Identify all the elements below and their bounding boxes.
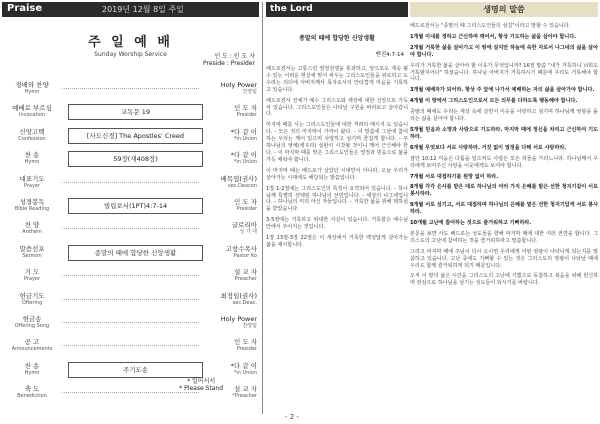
sermon-title: 종말의 때에 합당한 신앙생활 <box>299 35 375 42</box>
order-item-name: 성경봉독 Bible Reading <box>4 199 60 213</box>
order-item-detail: 주기도송 <box>68 362 203 378</box>
word-paragraph <box>410 174 598 181</box>
order-dotted-leader <box>62 299 199 300</box>
page-number: - 2 - <box>285 413 299 421</box>
word-paragraph <box>410 273 598 287</box>
word-paragraph <box>410 98 598 105</box>
order-item-name: 찬 양 Anthem <box>4 222 60 236</box>
sermon-paragraph: 1장 1-2절에는 그리스도인의 특징이 요약되어 있습니다. - 하나님께 특별히 선택된 하나님의 선민입니다. - 세상의 나그네입니다. - 하나님의 미리 아신 자들입니다. - 거룩한 삶을 위해 택하심을 받았습니다. <box>266 185 408 213</box>
word-paragraph <box>410 127 598 141</box>
order-item-leader: Holy Power 찬양팀 <box>201 316 257 330</box>
word-paragraph <box>410 109 598 123</box>
order-item-name-en: Sermon <box>22 252 42 259</box>
order-row <box>2 174 259 197</box>
order-item-leader: 인 도 자 Presider <box>201 339 257 353</box>
worship-title: 주 일 예 배 <box>88 35 173 50</box>
order-item-name: 대표기도 Prayer <box>4 176 60 190</box>
word-paragraph <box>410 145 598 152</box>
word-paragraph <box>410 231 598 245</box>
word-paragraph <box>410 249 598 270</box>
word-of-life-column <box>410 2 598 414</box>
order-row <box>2 150 259 173</box>
word-paragraph-text: 베드로전서는 "종말의 때 그리스도인들의 섬김"이라고 말할 수 있습니다. <box>410 23 571 29</box>
order-item-name-en: Prayer <box>23 182 41 189</box>
order-item-leader: *다 같 이 *in Union <box>201 363 257 377</box>
order-row <box>2 127 259 150</box>
order-item-name-en: Hymn <box>24 159 40 166</box>
order-item-name: 헌금기도 Offering <box>4 293 60 307</box>
column-divider <box>262 2 263 414</box>
sermon-paragraph: 베드로전서는 고통스런 열정전쟁을 통과하고, 앞으로도 계속 될 수 있는 어려운 현실에 맞서 싸우는 그리스도인들을 위로하고 도우려는 리더에 아버지께서 목자로서의 안타깝게 마음을 기록하고 있습니다. <box>266 66 408 93</box>
order-row <box>2 314 259 337</box>
order-item-leader-en: 찬양팀 <box>242 322 257 329</box>
order-row <box>2 80 259 103</box>
order-dotted-leader <box>62 392 199 393</box>
order-row <box>2 337 259 360</box>
stand-note <box>179 378 223 392</box>
order-item-name-en: Hymn <box>24 369 40 376</box>
order-item-leader: 인 도 자 Presider <box>201 105 257 119</box>
order-item-detail: 교독문 19 <box>68 104 203 120</box>
praise-header <box>2 2 259 17</box>
order-item-leader: Holy Power 찬양팀 <box>201 82 257 96</box>
sermon-paragraph: 이 마지막 때는 베드로가 살았던 시대만이 아니라, 오늘 우리가 살아가는 시대에도 해당되는 말씀입니다. <box>266 167 408 181</box>
stand-note-en: * Please Stand <box>179 385 223 392</box>
word-paragraph-text: 종말의 때에도 우리는 세상 속에 살면서 이웃을 사랑하고 섬기며 하나님께 영광을 돌리는 삶을 살아야 합니다. <box>410 109 598 123</box>
order-item-leader: 글로리아 성 가 대 <box>201 222 257 236</box>
order-item-leader-en: Pastor Ko <box>233 252 257 259</box>
order-item-name-en: Hymn <box>24 89 40 95</box>
order-dotted-leader <box>62 322 199 323</box>
order-item-name-en: Offering Song <box>14 322 50 329</box>
order-item-leader: 고창수목사 Pastor Ko <box>201 246 257 260</box>
order-row <box>2 267 259 290</box>
order-item-leader-en: sec.Deac. <box>232 299 257 306</box>
order-item-name: 찬 송 Hymn <box>4 152 60 166</box>
word-paragraph-heading: 6개월 무엇보다 서로 사랑하라. 거짓 없이 열정을 다해 서로 사랑하라. <box>410 144 567 151</box>
order-dotted-leader <box>62 345 199 346</box>
worship-date: 2019년 12월 8일 주일 <box>102 5 184 14</box>
order-item-detail: 59장(새408장) <box>68 151 203 167</box>
word-paragraph <box>410 156 598 170</box>
order-item-leader-en: Presider <box>236 205 257 212</box>
order-item-name-en: Benediction <box>17 393 47 400</box>
order-item-leader: *다 같 이 *in Union <box>201 152 257 166</box>
order-row <box>2 291 259 314</box>
word-paragraph-heading: 10개월 고난에 참여하는 것으로 즐거워하고 기뻐하라. <box>410 220 532 227</box>
order-item-leader-en: Presider <box>236 112 257 119</box>
word-paragraph-text: 우리가 거룩한 삶을 살아야 할 이유가 무엇입니까? 16절 말씀 "내가 거룩하니 너희도 거룩할지어다" 하셨습니다. 하나님 아버지가 거룩하시기 때문에 우리도 거룩해야 합니다. <box>410 62 598 83</box>
word-paragraph <box>410 23 598 30</box>
order-item-detail: [사도신경] The Apostles' Creed <box>68 128 203 144</box>
worship-order-column <box>2 2 259 414</box>
order-item-leader: 설 교 자 Preacher <box>201 269 257 283</box>
order-dotted-leader <box>62 275 199 276</box>
word-paragraph-heading: 5개월 믿음과 소망과 사랑으로 기도하라. 마지막 때에 정신을 차리고 근신하여 기도하라. <box>410 126 598 140</box>
word-paragraph <box>410 45 598 59</box>
word-paragraph-text: 본문을 보면 사도 베드로는 성도들을 향해 마지막 때에 대한 여러 권면을 합니다. 그리스도의 고난에 참여하는 것을 즐거워하라고 말씀합니다. <box>410 230 598 244</box>
word-paragraph-text: 잠언 10:12 미움은 다툼을 일으켜도 사랑은 모든 허물을 가리느니라. 하나님께서 우리에게 보여주신 사랑을 이웃에게도 보여야 합니다. <box>410 155 598 169</box>
order-item-name: 축 도 Benediction <box>4 386 60 400</box>
order-item-leader: 배목엽(권사) sec.Deacon <box>201 176 257 190</box>
word-paragraph-heading: 2개월 거룩한 삶을 살아가고 이 땅에 살지만 하늘에 속한 자로서 나그네의 삶을 살아야 합니다. <box>410 44 598 58</box>
scripture-reference: 벧전4:7-14 <box>375 52 404 58</box>
order-item-name: 공 고 Announcements <box>4 339 60 353</box>
presider-ko: 인 도 : 인 도 자 <box>214 53 255 60</box>
word-paragraph-heading: 7개월 서로 대접하기를 원망 없이 하라. <box>410 173 499 180</box>
order-item-name: 신앙고백 Confession <box>4 129 60 143</box>
order-item-detail: 빌립보서(1PT)4:7-14 <box>68 198 203 214</box>
order-item-leader-en: *Preacher <box>232 393 257 400</box>
word-paragraph <box>410 184 598 198</box>
order-item-leader: *다 같 이 *in Union <box>201 129 257 143</box>
word-of-life-header: 생명의 말씀 <box>410 2 598 17</box>
lord-header: the Lord <box>266 2 408 17</box>
word-paragraph-text: 오직 이 땅의 삶은 시간을 그리스도의 고난에 기쁨으로 동참하고 복음을 위해 헌신하며 전심으로 하나님을 섬기는 성도들이 되시기를 바랍니다. <box>410 273 598 287</box>
order-row <box>2 197 259 220</box>
order-item-leader-en: Preacher <box>234 276 257 283</box>
order-item-leader-en: Presider <box>236 346 257 353</box>
word-paragraph <box>410 220 598 227</box>
order-of-worship-list <box>2 80 259 407</box>
order-item-name-en: Announcements <box>11 346 53 353</box>
order-item-name: 찬 송 Hymn <box>4 363 60 377</box>
worship-subtitle: Sunday Worship Service <box>94 51 167 58</box>
word-paragraph-heading: 1개월 이내를 정하고 근신하며 깨어서, 항상 기도하는 삶을 살아야 합니다. <box>410 33 577 40</box>
order-row <box>2 220 259 243</box>
order-item-name: 기 도 Prayer <box>4 269 60 283</box>
order-item-name: 예배로 부르심 Invocation <box>4 105 60 119</box>
order-item-leader: 설 교 자 *Preacher <box>201 386 257 400</box>
order-item-leader: 인 도 자 Presider <box>201 199 257 213</box>
order-item-leader-en: *in Union <box>233 135 257 142</box>
order-item-leader-en: 성 가 대 <box>239 229 257 236</box>
word-paragraph-heading: 3개월 예배자가 되어라. 항상 주 앞에 나가서 예배하는 자의 삶을 살아가야 합니다. <box>410 87 595 94</box>
sermon-paragraph: 1장 13절-3장 22절은 이 세상에서 거룩한 백성답게 살아가는 삶을 제시합니다. <box>266 235 408 248</box>
order-item-name-en: Prayer <box>23 276 41 283</box>
order-item-name-en: Confession <box>18 135 46 142</box>
word-paragraph-heading: 4개월 이 땅에서 그리스도인으로서 모든 의무를 다하도록 행동해야 합니다. <box>410 98 578 105</box>
order-item-name: 헌금송 Offering Song <box>4 316 60 330</box>
word-paragraph <box>410 202 598 216</box>
order-item-name-en: Invocation <box>18 112 46 119</box>
sermon-paragraph: 베드로전서 전체가 예수 그리스도와 세상에 대한 신앙으로 가득 차 있습니다. 그리스도인들은 나타날 구원을 바라보고 살아갑니다. <box>266 97 408 118</box>
order-item-leader-en: *in Union <box>233 159 257 166</box>
word-paragraph <box>410 87 598 94</box>
order-item-detail: 종말의 때에 합당한 신앙생활 <box>68 245 203 261</box>
presider-en: Preside : Presider <box>203 60 255 67</box>
order-item-name-en: Anthem <box>22 229 42 236</box>
order-item-leader-en: sec.Deacon <box>228 182 257 189</box>
order-dotted-leader <box>62 182 199 183</box>
sermon-column <box>266 2 408 414</box>
sermon-paragraph: 마지막 때를 사는 그리스도인들에 대한 격려의 메시지 도 있습니다. - 모든 것의 마지막이 가까이 왔다. - 이 말씀에 그날에 참여하는 우리는 깨어 있으며 사랑하고 섬기며 즐겁게 합니다. - 주 하나님의 영예(세우리) 심판이 시작될 것이니 깨어 근신해야 한다. - 이 마지막 때를 맞은 그리스도인들은 열정과 믿음으로 삶을 가득 채워야 합니다. <box>266 122 408 163</box>
order-dotted-leader <box>62 228 199 229</box>
word-paragraph <box>410 34 598 41</box>
order-dotted-leader <box>62 88 199 89</box>
order-item-name-en: Offering <box>21 299 43 306</box>
stand-note-ko: * 일어서서 <box>187 378 216 385</box>
sermon-body <box>266 66 408 249</box>
sermon-paragraph: 3-5절에는 거룩하고 위대한 사실이 있습니다. 거룩함은 예수님 안에서 주어지는 것입니다. <box>266 217 408 231</box>
word-paragraph-text: 그리고 마지막 때에 주님이 다시 오시면 우리에게 어떤 영광이 나타나게 되는지를 말씀하고 있습니다. 고난 중에도 기뻐할 수 있는 것은 그리스도의 영광이 나타날 때에 우리도 함께 즐거워하게 되기 때문입니다. <box>410 248 598 269</box>
word-paragraph-heading: 8개월 각각 은사를 받은 대로 하나님의 여러 가지 은혜를 맡은 선한 청지기같이 서로 봉사하라. <box>410 184 598 198</box>
word-paragraph-heading: 9개월 서로 섬기고, 서로 대접하며 하나님의 은혜를 맡은 선한 청지기답게 서로 봉사하라. <box>410 202 598 216</box>
order-item-leader: 최정임(권사) sec.Deac. <box>201 293 257 307</box>
order-row <box>2 244 259 267</box>
presider-info <box>203 53 255 67</box>
order-item-name: 말씀선포 Sermon <box>4 246 60 260</box>
order-item-leader-en: *in Union <box>233 369 257 376</box>
order-row <box>2 103 259 126</box>
word-paragraph <box>410 63 598 84</box>
order-item-leader-en: 찬양팀 <box>242 89 257 95</box>
order-item-name-en: Bible Reading <box>14 205 50 212</box>
praise-title: Praise <box>7 3 43 14</box>
word-of-life-body <box>410 23 598 287</box>
order-item-name: 경배와 찬양 Hymn <box>4 82 60 96</box>
